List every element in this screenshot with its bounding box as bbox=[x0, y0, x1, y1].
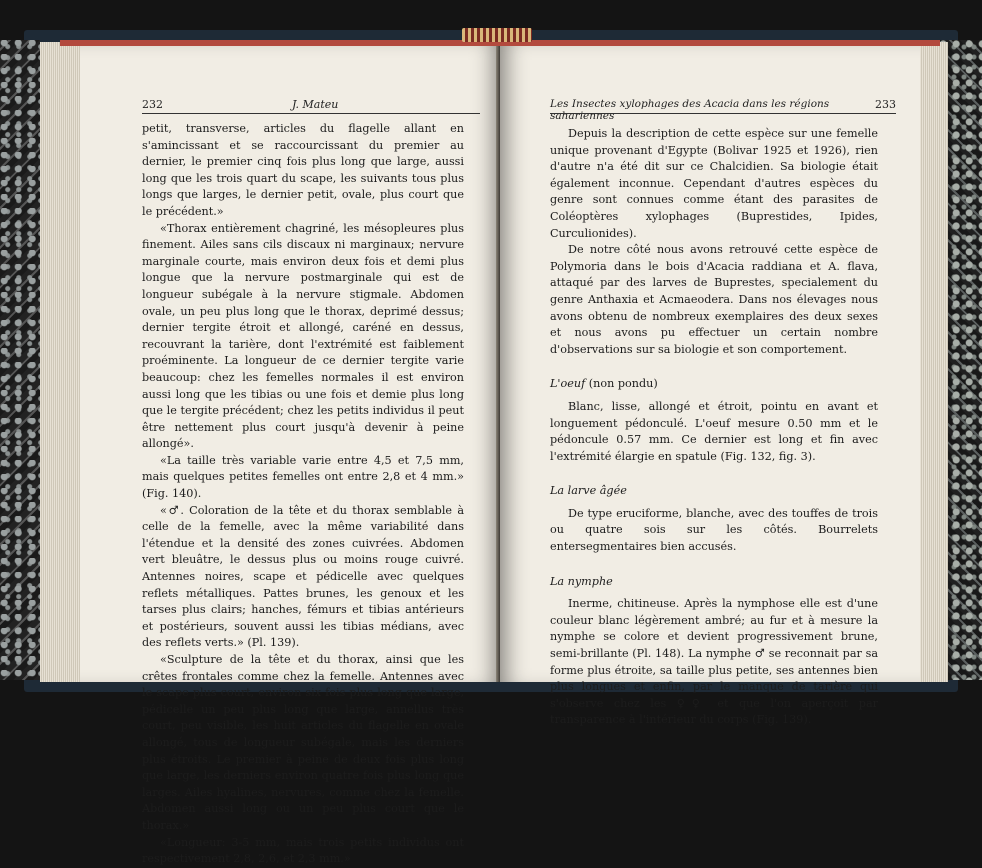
section-heading-larva: La larve âgée bbox=[550, 484, 627, 498]
paragraph: De notre côté nous avons retrouvé cette espèce de Polymoria dans le bois d'Acacia raddiana et A. flava, attaqué par des larves de Buprestes, specialement du genre Anthaxia et Acmaeodera. Dans nos élevages nous avons obtenu de nombreux exemplaires des deux sexes et nous avons pu effectuer un certain nombre d'observations sur sa biologie et son comportement. bbox=[550, 243, 878, 356]
headband bbox=[462, 28, 532, 42]
paragraph: Inerme, chitineuse. Après la nymphose elle est d'une couleur blanc légèrement ambré; au fur et à mesure la nymphe se colore et devient progressivement brune, semi-brillante (Pl. 148). La nymphe ♂ se reconnait par sa forme plus étroite, sa taille plus petite, ses antennes bien plus longues et enfin, par le manque de tarière qui s'observe chez les ♀♀ et que l'on aperçoit par transparence à l'intérieur du corps (Fig. 139). bbox=[550, 597, 878, 727]
page-number: 233 bbox=[875, 98, 896, 111]
right-page bbox=[500, 46, 920, 727]
section-heading-egg bbox=[550, 376, 878, 393]
paragraph: petit, transverse, articles du flagelle allant en s'amincissant et se raccourcissant du premier au dernier, le premier cinq fois plus long que large, aussi long que les trois quart du scape, les suivants tous plus longs que larges, le dernier petit, ovale, plus court que le précédent.» bbox=[142, 122, 464, 218]
running-head: J. Mateu bbox=[292, 98, 339, 111]
left-body-text bbox=[142, 121, 464, 868]
marbled-edge-left bbox=[0, 40, 40, 680]
right-body-text bbox=[550, 126, 878, 729]
header-rule bbox=[550, 113, 896, 114]
paragraph: «Sculpture de la tête et du thorax, ainsi que les crêtes frontales comme chez la femelle. Antennes avec le scape plus court, environ six fois plus long que large, pédicelle un peu plus long que large, annellus très court, peu visible, les huit articles du flagelle en ovale allongé, tous de longueur subégale, mais les derniers plus étroits. Le premier à peine de deux fois plus long que large, les derniers environ quatre fois plus long que larges. Ailes hyalines, nervures, comme chez la femelle. Abdomen aussi long ou un peu plus court que le thorax.» bbox=[142, 653, 464, 832]
paragraph: Depuis la description de cette espèce sur une femelle unique provenant d'Egypte (Bolivar 1925 et 1926), rien d'autre n'a été dit sur ce Chalcidien. Sa biologie était également inconnue. Cependant d'autres espèces du genre sont connues comme étant des parasites de Coléoptères xylophages (Buprestides, Ipides, Curculionides). bbox=[550, 127, 878, 240]
paragraph: «♂. Coloration de la tête et du thorax semblable à celle de la femelle, avec la même variabilité dans l'étendue et la densité des zones cuivrées. Abdomen vert bleuâtre, le dessus plus ou moins rouge cuivré. Antennes noires, scape et pédicelle avec quelques reflets métalliques. Pattes brunes, les genoux et les tarses plus clairs; hanches, fémurs et tibias antérieurs et postérieurs, souvent aussi les tibias médians, avec des reflets verts.» (Pl. 139). bbox=[142, 503, 464, 650]
paragraph: Blanc, lisse, allongé et étroit, pointu en avant et longuement pédonculé. L'oeuf mesure 0.50 mm et le pédoncule 0.57 mm. Ce dernier est long et fin avec l'extrémité élargie en spatule (Fig. 132, fig. 3). bbox=[550, 399, 878, 463]
paragraph: De type eruciforme, blanche, avec des touffes de trois ou quatre sois sur les côtés. Bourrelets entersegmentaires bien accusés. bbox=[550, 506, 878, 554]
heading-text: L'oeuf bbox=[550, 377, 586, 391]
page-number: 232 bbox=[142, 98, 163, 111]
section-heading-nymph: La nymphe bbox=[550, 574, 613, 588]
running-head: Les Insectes xylophages des Acacia dans les régions sahariennes bbox=[550, 98, 830, 122]
header-rule bbox=[142, 113, 480, 114]
paragraph: «Thorax entièrement chagriné, les mésopleures plus finement. Ailes sans cils discaux ni marginaux; nervure marginale courte, mais environ deux fois et demi plus longue que la nervure postmarginale qui est de longueur subégale à la nervure stigmale. Abdomen ovale, un peu plus long que le thorax, deprimé dessus; dernier tergite étroit et allongé, caréné en dessus, recouvrant la tarière, dont l'extrémité est faiblement proéminente. La longueur de ce dernier tergite varie beaucoup: chez les femelles normales il est environ aussi long que les tibias ou une fois et demie plus long que le tergite précédent; chez les petits individus il peut être nettement plus court jusqu'à devenir à peine allongé». bbox=[142, 221, 464, 451]
page-edges-right bbox=[918, 42, 948, 682]
left-page bbox=[80, 46, 500, 866]
paragraph: «La taille très variable varie entre 4,5 et 7,5 mm, mais quelques petites femelles ont entre 2,8 et 4 mm.» (Fig. 140). bbox=[142, 453, 464, 501]
paragraph: «Longueur: 3-5 mm, mais trois petits individus ont respectivement 2,8, 2,6, et 2,3 mm.» bbox=[142, 835, 464, 866]
heading-note: (non pondu) bbox=[588, 377, 658, 391]
page-edges-left bbox=[40, 42, 80, 682]
